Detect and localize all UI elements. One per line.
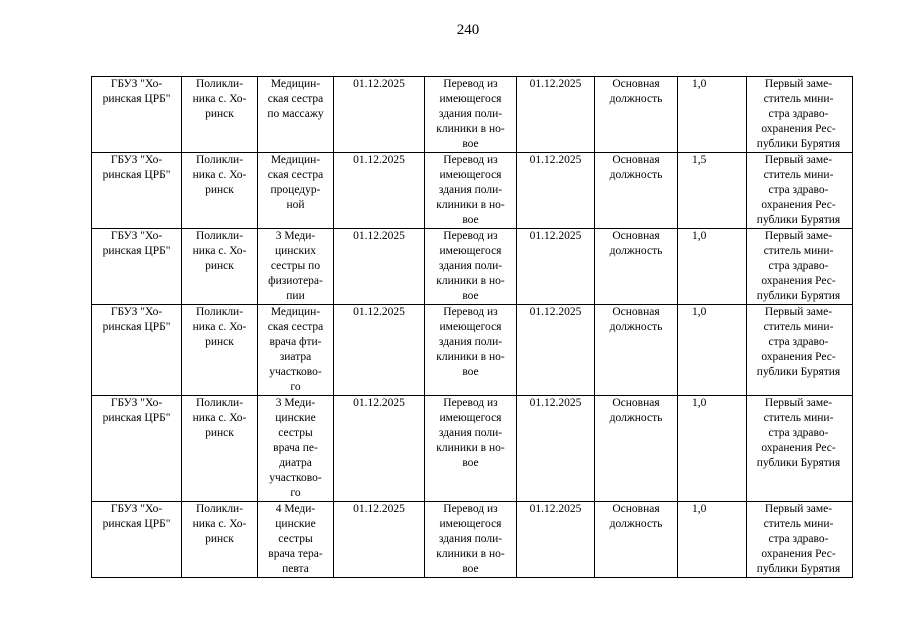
- cell-position: Медицин- ская сестра по массажу: [258, 77, 334, 153]
- cell-rate: 1,5: [678, 153, 747, 229]
- cell-rate: 1,0: [678, 77, 747, 153]
- staff-table: [91, 76, 853, 578]
- cell-position-type: Основная должность: [595, 396, 678, 502]
- table-row: [92, 153, 853, 229]
- cell-position: Медицин- ская сестра процедур- ной: [258, 153, 334, 229]
- cell-position-type: Основная должность: [595, 153, 678, 229]
- table-row: [92, 396, 853, 502]
- cell-date-start: 01.12.2025: [334, 153, 425, 229]
- cell-rate: 1,0: [678, 305, 747, 396]
- cell-org: ГБУЗ "Хо- ринская ЦРБ": [92, 153, 182, 229]
- cell-unit: Поликли- ника с. Хо- ринск: [182, 229, 258, 305]
- table-row: [92, 229, 853, 305]
- cell-approver: Первый заме- ститель мини- стра здраво- охранения Рес- публики Бурятия: [747, 502, 853, 578]
- cell-position-type: Основная должность: [595, 305, 678, 396]
- cell-date-effective: 01.12.2025: [517, 77, 595, 153]
- cell-date-start: 01.12.2025: [334, 77, 425, 153]
- cell-rate: 1,0: [678, 396, 747, 502]
- cell-date-effective: 01.12.2025: [517, 396, 595, 502]
- cell-date-effective: 01.12.2025: [517, 502, 595, 578]
- cell-position: 4 Меди- цинские сестры врача тера- певта: [258, 502, 334, 578]
- cell-rate: 1,0: [678, 229, 747, 305]
- page-number: 240: [456, 22, 480, 38]
- cell-approver: Первый заме- ститель мини- стра здраво- охранения Рес- публики Бурятия: [747, 153, 853, 229]
- cell-position-type: Основная должность: [595, 502, 678, 578]
- cell-date-start: 01.12.2025: [334, 502, 425, 578]
- cell-unit: Поликли- ника с. Хо- ринск: [182, 502, 258, 578]
- cell-date-effective: 01.12.2025: [517, 229, 595, 305]
- cell-reason: Перевод из имеющегося здания поли- клиники в но- вое: [425, 153, 517, 229]
- cell-reason: Перевод из имеющегося здания поли- клиники в но- вое: [425, 229, 517, 305]
- cell-reason: Перевод из имеющегося здания поли- клиники в но- вое: [425, 305, 517, 396]
- cell-date-start: 01.12.2025: [334, 305, 425, 396]
- cell-org: ГБУЗ "Хо- ринская ЦРБ": [92, 305, 182, 396]
- cell-org: ГБУЗ "Хо- ринская ЦРБ": [92, 502, 182, 578]
- cell-position-type: Основная должность: [595, 229, 678, 305]
- cell-position: Медицин- ская сестра врача фти- зиатра участково- го: [258, 305, 334, 396]
- table-row: [92, 77, 853, 153]
- cell-position: 3 Меди- цинские сестры врача пе- диатра участково- го: [258, 396, 334, 502]
- cell-org: ГБУЗ "Хо- ринская ЦРБ": [92, 77, 182, 153]
- cell-date-effective: 01.12.2025: [517, 305, 595, 396]
- cell-rate: 1,0: [678, 502, 747, 578]
- cell-date-start: 01.12.2025: [334, 229, 425, 305]
- cell-unit: Поликли- ника с. Хо- ринск: [182, 305, 258, 396]
- cell-approver: Первый заме- ститель мини- стра здраво- охранения Рес- публики Бурятия: [747, 305, 853, 396]
- table-body: [92, 77, 853, 578]
- cell-date-start: 01.12.2025: [334, 396, 425, 502]
- cell-unit: Поликли- ника с. Хо- ринск: [182, 396, 258, 502]
- cell-org: ГБУЗ "Хо- ринская ЦРБ": [92, 396, 182, 502]
- table-row: [92, 305, 853, 396]
- cell-reason: Перевод из имеющегося здания поли- клиники в но- вое: [425, 502, 517, 578]
- cell-unit: Поликли- ника с. Хо- ринск: [182, 77, 258, 153]
- cell-unit: Поликли- ника с. Хо- ринск: [182, 153, 258, 229]
- cell-position-type: Основная должность: [595, 77, 678, 153]
- cell-position: 3 Меди- цинских сестры по физиотера- пии: [258, 229, 334, 305]
- cell-approver: Первый заме- ститель мини- стра здраво- охранения Рес- публики Бурятия: [747, 396, 853, 502]
- cell-date-effective: 01.12.2025: [517, 153, 595, 229]
- cell-reason: Перевод из имеющегося здания поли- клиники в но- вое: [425, 77, 517, 153]
- cell-reason: Перевод из имеющегося здания поли- клиники в но- вое: [425, 396, 517, 502]
- cell-approver: Первый заме- ститель мини- стра здраво- охранения Рес- публики Бурятия: [747, 229, 853, 305]
- cell-approver: Первый заме- ститель мини- стра здраво- охранения Рес- публики Бурятия: [747, 77, 853, 153]
- cell-org: ГБУЗ "Хо- ринская ЦРБ": [92, 229, 182, 305]
- table-row: [92, 502, 853, 578]
